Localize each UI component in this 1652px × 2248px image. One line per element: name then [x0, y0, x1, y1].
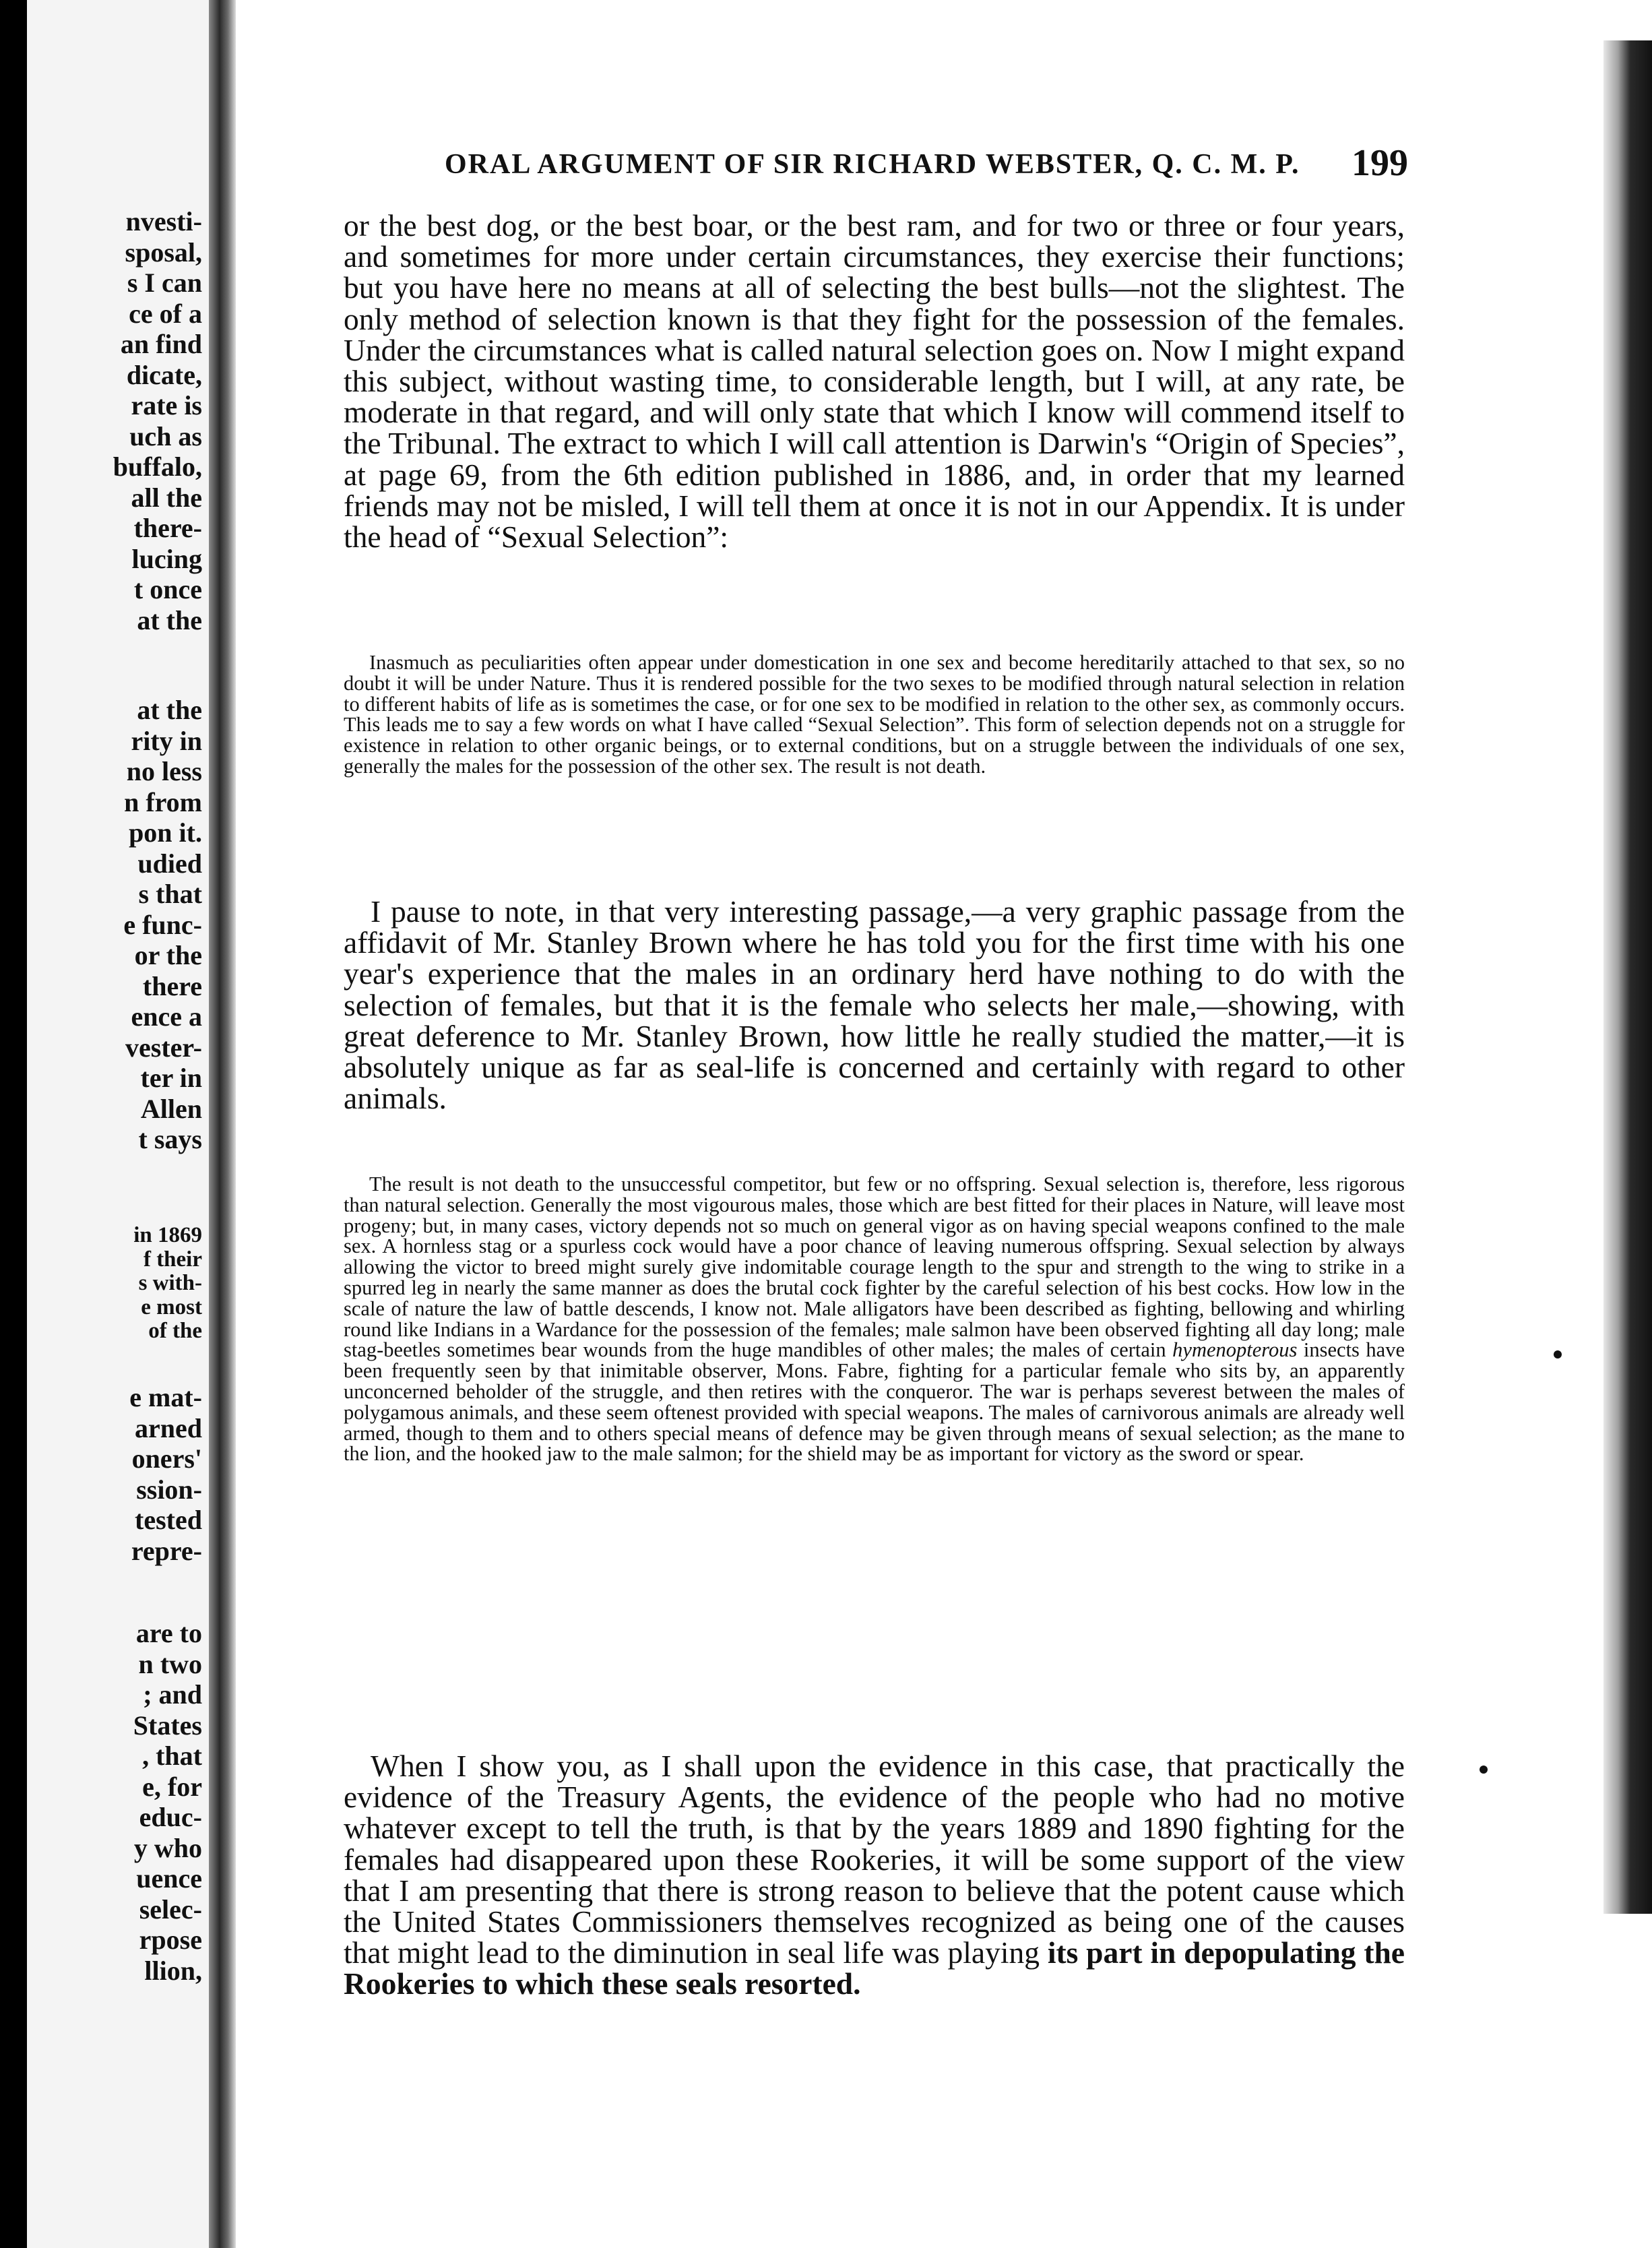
facing-page-line: at the — [137, 695, 202, 725]
facing-page-line: t once — [133, 574, 202, 604]
facing-page-line: all the — [131, 482, 202, 513]
facing-page-line: ence a — [131, 1001, 202, 1032]
facing-page-line: e, for — [142, 1771, 202, 1802]
facing-page-line: s that — [138, 879, 202, 909]
facing-page-line: uence — [136, 1863, 202, 1894]
page-number: 199 — [1352, 142, 1408, 184]
paragraph-3-text: When I show you, as I shall upon the evidence in this case, that practically the evidence of the Treasury Agents, the evidence of the people who had no motive whatever except to tell the truth, is that by the years 1889 and 1890 fighting for the females had disappeared upon these Rookeries, it will be some support of the view that I am presenting that there is strong reason to believe that the potent cause which the United States Commissioners themselves recognized as being one of the causes that might lead to the diminution in seal life was playing — [344, 1749, 1405, 1970]
facing-page-line: udied — [137, 848, 202, 879]
quote-block-2 — [344, 1174, 1405, 1464]
header-title: ORAL ARGUMENT OF SIR RICHARD WEBSTER, Q. C. M. P. — [445, 149, 1300, 180]
facing-page-line: ; and — [143, 1679, 202, 1710]
darwin-quote-2 — [344, 1174, 1405, 1464]
facing-page-line: dicate, — [126, 359, 202, 390]
facing-page-line: t says — [138, 1124, 202, 1154]
facing-page-line: buffalo, — [113, 451, 202, 482]
quote-block-1 — [344, 652, 1405, 777]
facing-page-line: an find — [120, 329, 202, 359]
facing-page-line: , that — [142, 1741, 202, 1771]
facing-page-line: tested — [135, 1505, 202, 1535]
facing-page-line: oners' — [131, 1443, 202, 1474]
facing-page-line: rpose — [139, 1925, 202, 1955]
facing-page-line: arned — [135, 1412, 202, 1443]
facing-page-line: selec- — [139, 1894, 202, 1925]
paragraph-3 — [344, 1751, 1405, 2000]
facing-page-line: there — [142, 970, 202, 1001]
page-edge-right — [1603, 40, 1652, 1914]
facing-page-line: lucing — [131, 543, 202, 574]
facing-page-fragment — [27, 0, 209, 2248]
paragraph-block-3 — [344, 1751, 1405, 2000]
facing-page-line: nvesti- — [125, 206, 202, 237]
facing-page-line: in 1869 — [133, 1223, 202, 1247]
facing-page-line: or the — [134, 940, 202, 970]
facing-page-line: pon it. — [129, 817, 202, 848]
facing-page-line: llion, — [144, 1955, 202, 1986]
facing-page-line: no less — [126, 756, 202, 786]
facing-page-line: e most — [141, 1294, 202, 1319]
facing-page-line: at the — [137, 604, 202, 635]
quote-2-part-1: The result is not death to the unsuccessful competitor, but few or no offspring. Sexual selection is, therefore, less rigorous than natural selection. Generally the most vigourous males, those which are best fitted for their places in Nature, will leave most progeny; but, in many cases, victory depends not so much on general vigor as on having special weapons confined to the male sex. A hornless stag or a spurless cock would have a poor chance of leaving numerous offspring. Sexual selection by always allowing the victor to breed might surely give indomitable courage length to the spur and strength to the wing to strike in a spurred leg in nearly the same manner as does the brutal cock fighter by the careful selection of his best cocks. How low in the scale of nature the law of battle descends, I know not. Male alligators have been described as fighting, bellowing and whirling round like Indians in a Wardance for the possession of the females; male salmon have been observed fighting all day long; male stag-beetles sometimes bear wounds from the huge mandibles of other males; the males of certain — [344, 1173, 1405, 1362]
facing-page-line: rate is — [131, 390, 202, 420]
facing-page-line: ce of a — [129, 298, 202, 329]
facing-page-line: e mat- — [129, 1382, 202, 1412]
paragraph-2: I pause to note, in that very interesting passage,—a very graphic passage from the affidavit of Mr. Stanley Brown where he has told you for the first time with his one year's experience that the males in an ordinary herd have nothing to do with the selection of females, but that it is the female who selects her male,—showing, with great deference to Mr. Stanley Brown, how little he really studied the matter,—it is absolutely unique as far as seal-life is concerned and certainly with regard to other animals. — [344, 894, 1405, 1116]
facing-page-line: sposal, — [125, 237, 202, 268]
running-header — [445, 142, 1408, 189]
facing-page-line: n from — [124, 786, 202, 817]
facing-page-line: s I can — [127, 268, 202, 298]
facing-page-line: e func- — [123, 909, 202, 940]
paragraph-1: or the best dog, or the best boar, or the best ram, and for two or three or four years, and sometimes for more under certain circumstances, they exercise their functions; but you have here no means at all of selecting the best bulls—not the slightest. The only method of selection known is that they fight for the possession of the females. Under the circumstances what is called natural selection goes on. Now I might expand this subject, without wasting time, to considerable length, but I will, at any rate, be moderate in that regard, and will only state that which I know will commend itself to the Tribunal. The extract to which I will call attention is Darwin's “Origin of Species”, at page 69, from the 6th edition published in 1886, and, in order that my learned friends may not be misled, I will tell them at once it is not in our Appendix. It is under the head of “Sexual Selection”: — [344, 208, 1405, 555]
page-edge-right-bottom — [1603, 1914, 1652, 2248]
facing-page-line: uch as — [129, 420, 202, 451]
facing-page-line: States — [133, 1710, 202, 1741]
paragraph-block-2 — [344, 896, 1405, 1114]
quote-2-part-2: insects have been frequently seen by that inimitable observer, Mons. Fabre, fighting for a particular female who sits by, an apparently unconcerned beholder of the struggle, and then retires with the conqueror. The war is perhaps severest between the males of polygamous animals, and these seem oftenest provided with special weapons. The males of carnivorous animals are already well armed, though to them and to others special means of defence may be given through means of sexual selection; as the mane to the lion, and the hooked jaw to the male salmon; for the shield may be as important for victory as the sword or spear. — [344, 1338, 1405, 1466]
paragraph-3-final-line: its part in depopulating the Rookeries to which these seals resorted. — [344, 1935, 1405, 2001]
facing-page-line: of the — [148, 1319, 202, 1343]
scan-border-left — [0, 0, 27, 2248]
facing-page-line: y who — [133, 1832, 202, 1863]
facing-page-line: are to — [135, 1618, 202, 1648]
facing-page-line: Allen — [140, 1093, 202, 1124]
quote-2-italic-term: hymenopterous — [1172, 1338, 1298, 1362]
facing-page-line: ter in — [140, 1063, 202, 1093]
facing-page-line: vester- — [125, 1032, 202, 1063]
darwin-quote-1: Inasmuch as peculiarities often appear under domestication in one sex and become hereditarily attached to that sex, so no doubt it will be under Nature. Thus it is rendered possible for the two sexes to be modified through natural selection in relation to different habits of life as is sometimes the case, or for one sex to be modified in relation to the other sex, as commonly occurs. This leads me to say a few words on what I have called “Sexual Selection”. This form of selection depends not on a struggle for existence in relation to other organic beings, or to external conditions, but on a struggle between the individuals of one sex, generally the males for the possession of the other sex. The result is not death. — [344, 651, 1405, 778]
margin-dot — [1480, 1766, 1488, 1774]
facing-page-line: repre- — [131, 1535, 202, 1566]
margin-dot — [1554, 1350, 1562, 1359]
facing-page-line: f their — [143, 1247, 202, 1272]
facing-page-line: s with- — [138, 1271, 202, 1295]
facing-page-line: n two — [138, 1648, 202, 1679]
facing-page-line: ssion- — [136, 1474, 202, 1505]
book-gutter — [209, 0, 236, 2248]
paragraph-continued — [344, 210, 1405, 553]
facing-page-line: there- — [133, 513, 202, 543]
facing-page-line: rity in — [131, 725, 202, 756]
facing-page-line: educ- — [139, 1802, 202, 1832]
